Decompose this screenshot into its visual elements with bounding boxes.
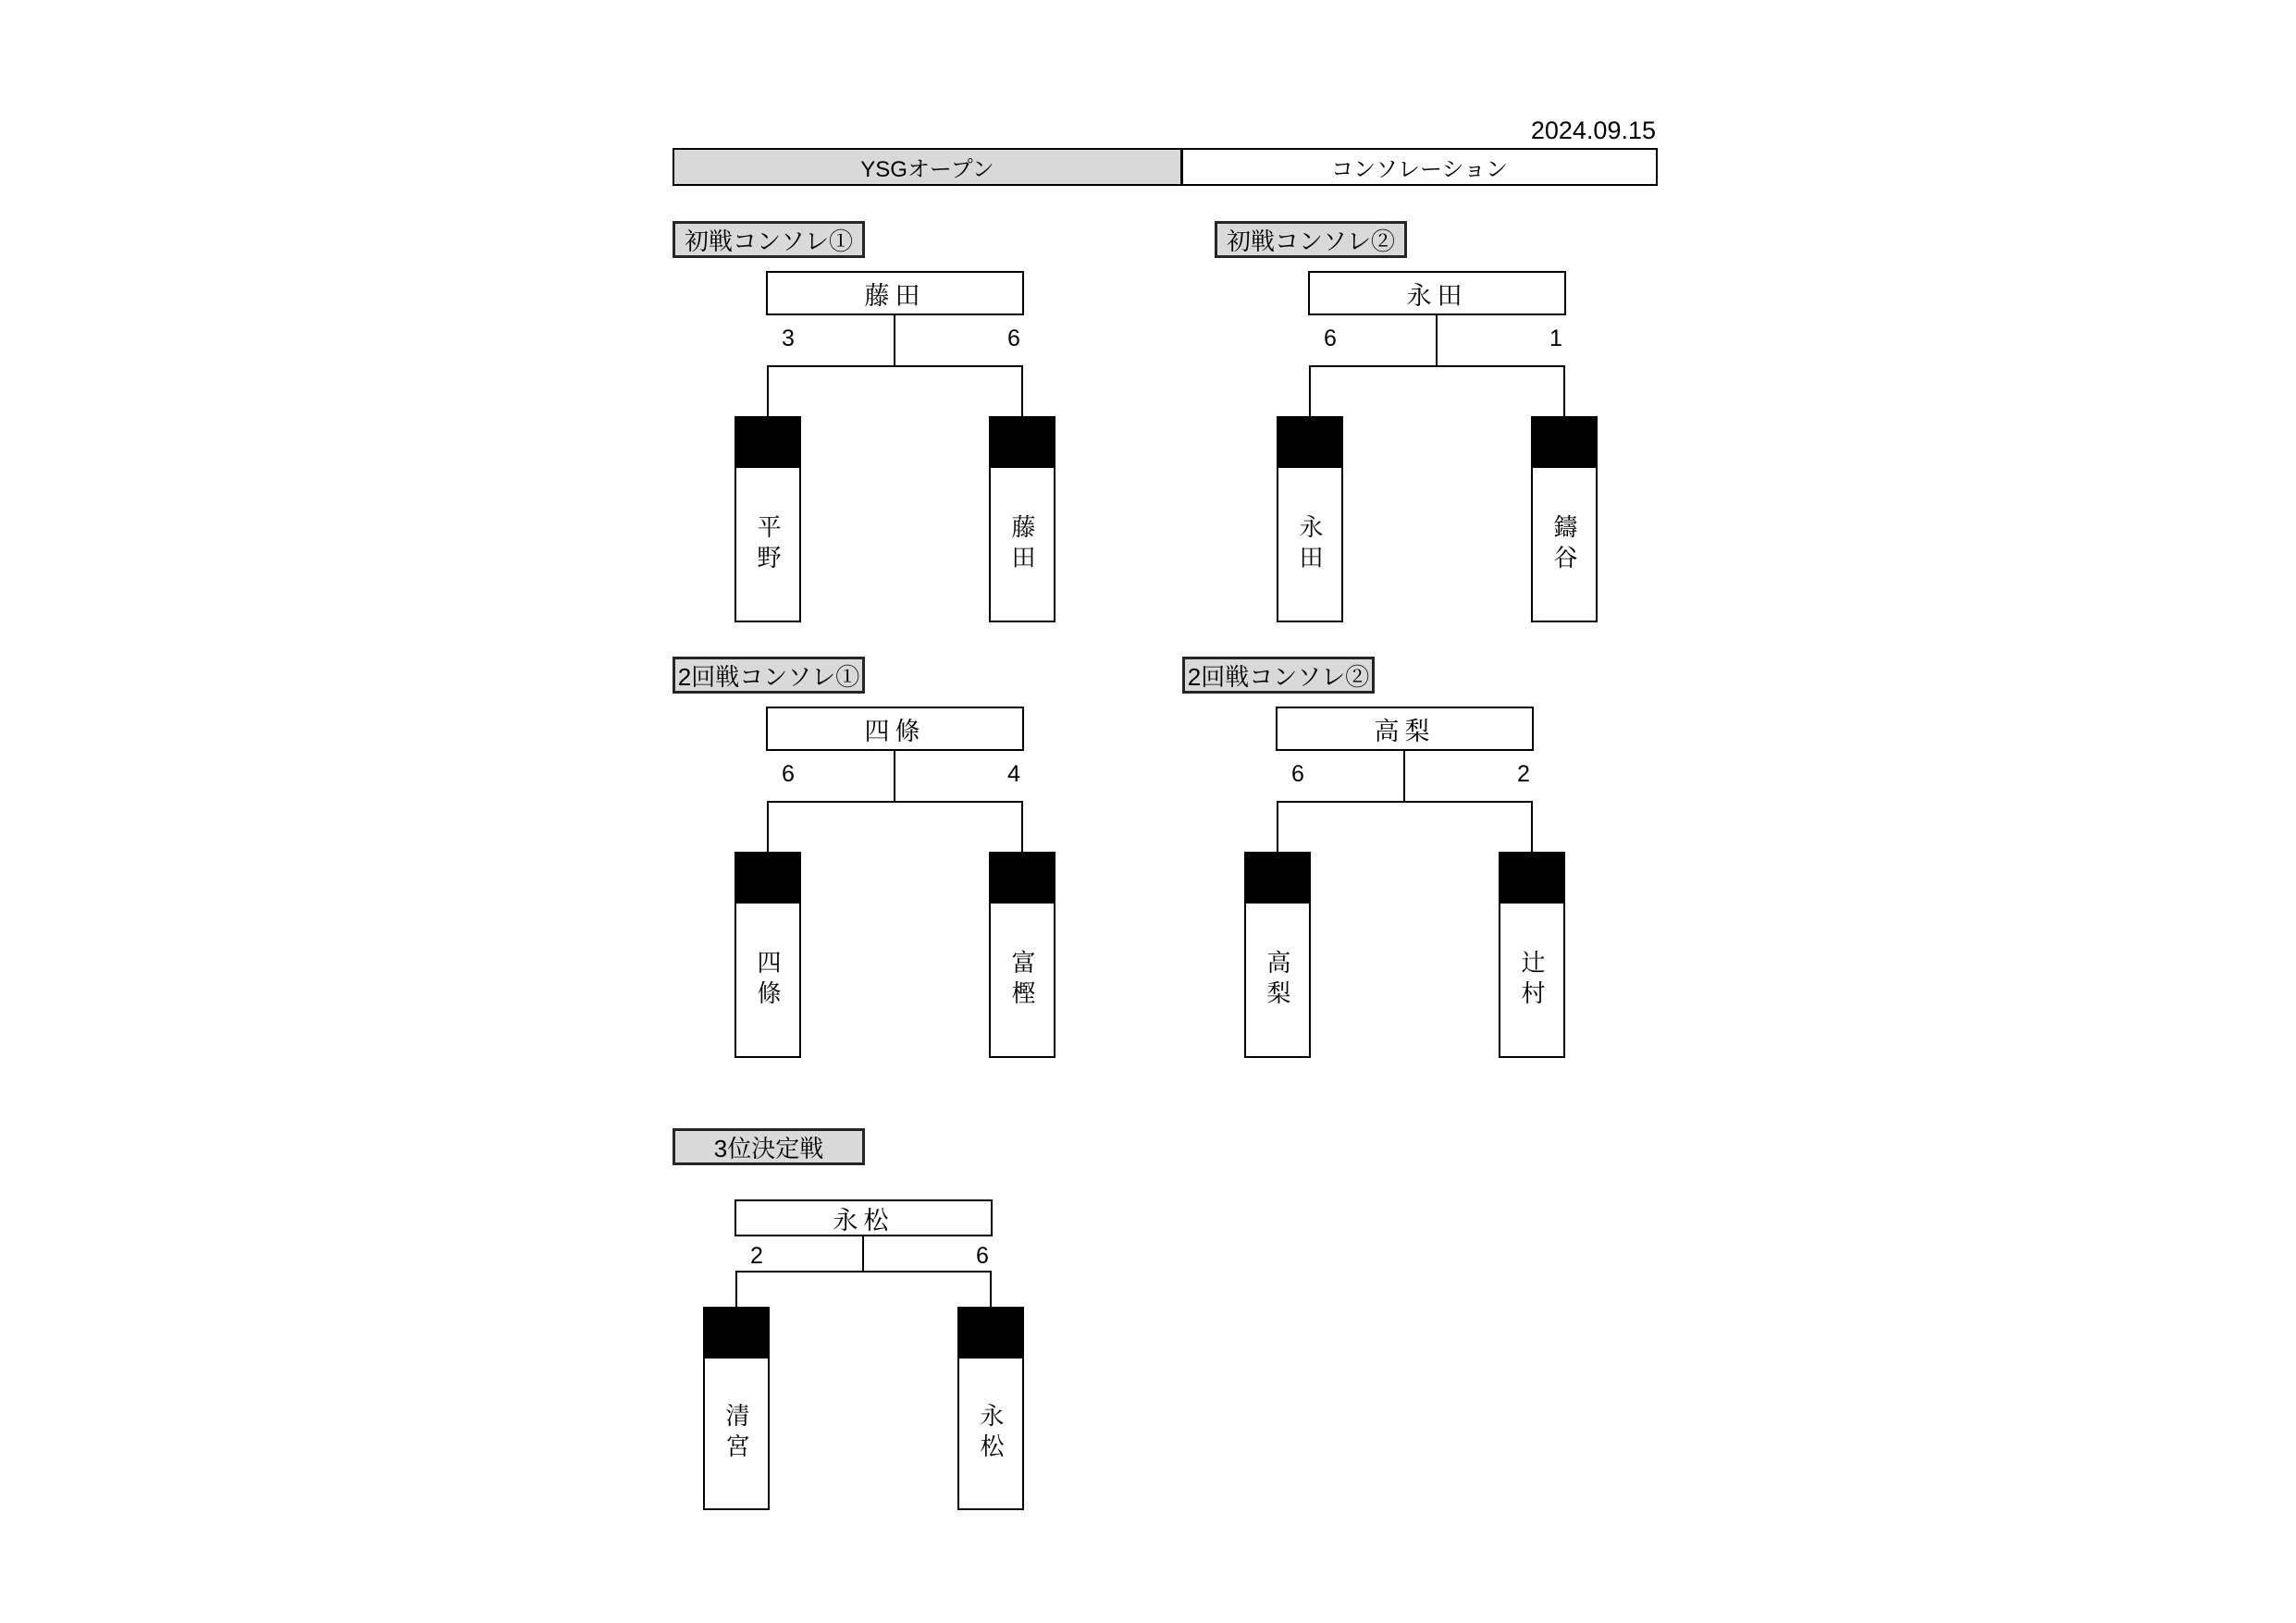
player-seed-cap (736, 854, 799, 904)
date-label: 2024.09.15 (1530, 117, 1656, 144)
player-box-left (703, 1307, 770, 1510)
winner-box: 藤田 (766, 271, 1024, 315)
player-seed-cap (1533, 418, 1596, 468)
player-seed-cap (1500, 854, 1563, 904)
player-box-left (1244, 852, 1311, 1058)
connector-cross-line (1309, 365, 1565, 367)
score-left: 6 (1324, 326, 1337, 351)
header-tab-consolation: コンソレーション (1183, 150, 1656, 184)
winner-box: 高梨 (1276, 707, 1534, 751)
winner-box: 永田 (1308, 271, 1566, 315)
player-seed-cap (959, 1309, 1022, 1359)
player-name: 鑄谷 (1550, 513, 1578, 575)
bracket-second-round-console-1 (677, 657, 1056, 1060)
player-seed-cap (1246, 854, 1309, 904)
bracket-first-round-console-1 (684, 221, 1056, 624)
connector-drop-line-right (1021, 365, 1023, 416)
player-box-right (989, 852, 1055, 1058)
bracket-second-round-console-2 (1187, 657, 1566, 1060)
connector-drop-line-left (1309, 365, 1311, 416)
bracket-title: 3位決定戦 (673, 1128, 865, 1165)
player-name: 高梨 (1264, 949, 1291, 1011)
player-box-right (957, 1307, 1024, 1510)
connector-drop-line-right (1563, 365, 1565, 416)
bracket-first-round-console-2 (1226, 221, 1599, 624)
bracket-title: 2回戦コンソレ① (673, 657, 865, 694)
player-name: 永松 (977, 1403, 1005, 1464)
header-bar (673, 148, 1658, 186)
connector-stem-line (1436, 315, 1438, 365)
player-seed-cap (991, 854, 1054, 904)
score-left: 3 (782, 326, 795, 351)
connector-stem-line (894, 751, 895, 801)
score-right: 6 (1007, 326, 1020, 351)
score-left: 2 (750, 1243, 763, 1269)
connector-cross-line (1277, 801, 1533, 803)
score-right: 2 (1517, 761, 1530, 787)
score-right: 4 (1007, 761, 1020, 787)
score-left: 6 (782, 761, 795, 787)
player-seed-cap (991, 418, 1054, 468)
player-box-right (1531, 416, 1598, 622)
player-name: 辻村 (1518, 949, 1546, 1011)
connector-drop-line-right (1531, 801, 1533, 852)
winner-box: 永松 (734, 1199, 993, 1236)
player-seed-cap (1278, 418, 1341, 468)
connector-drop-line-right (990, 1271, 992, 1307)
player-name: 藤田 (1008, 513, 1036, 575)
player-box-left (734, 416, 801, 622)
connector-cross-line (767, 801, 1023, 803)
connector-drop-line-left (767, 801, 769, 852)
connector-cross-line (767, 365, 1023, 367)
connector-stem-line (1403, 751, 1405, 801)
score-right: 6 (976, 1243, 989, 1269)
player-box-right (989, 416, 1055, 622)
bracket-title: 初戦コンソレ② (1215, 221, 1407, 258)
bracket-title: 2回戦コンソレ② (1182, 657, 1375, 694)
connector-stem-line (862, 1236, 864, 1271)
bracket-third-place-match (703, 1128, 1025, 1531)
player-box-left (1277, 416, 1343, 622)
player-name: 平野 (754, 513, 782, 575)
player-seed-cap (736, 418, 799, 468)
player-name: 清宮 (722, 1403, 750, 1464)
connector-cross-line (735, 1271, 992, 1273)
player-name: 永田 (1296, 513, 1324, 575)
winner-box: 四條 (766, 707, 1024, 751)
player-box-right (1499, 852, 1565, 1058)
player-box-left (734, 852, 801, 1058)
connector-drop-line-left (767, 365, 769, 416)
connector-stem-line (894, 315, 895, 365)
connector-drop-line-left (1277, 801, 1278, 852)
player-name: 四條 (754, 949, 782, 1011)
score-left: 6 (1291, 761, 1304, 787)
player-seed-cap (705, 1309, 768, 1359)
connector-drop-line-left (735, 1271, 737, 1307)
connector-drop-line-right (1021, 801, 1023, 852)
header-tab-ysg-open: YSGオープン (674, 150, 1183, 184)
bracket-title: 初戦コンソレ① (673, 221, 865, 258)
score-right: 1 (1549, 326, 1562, 351)
player-name: 富樫 (1008, 949, 1036, 1011)
